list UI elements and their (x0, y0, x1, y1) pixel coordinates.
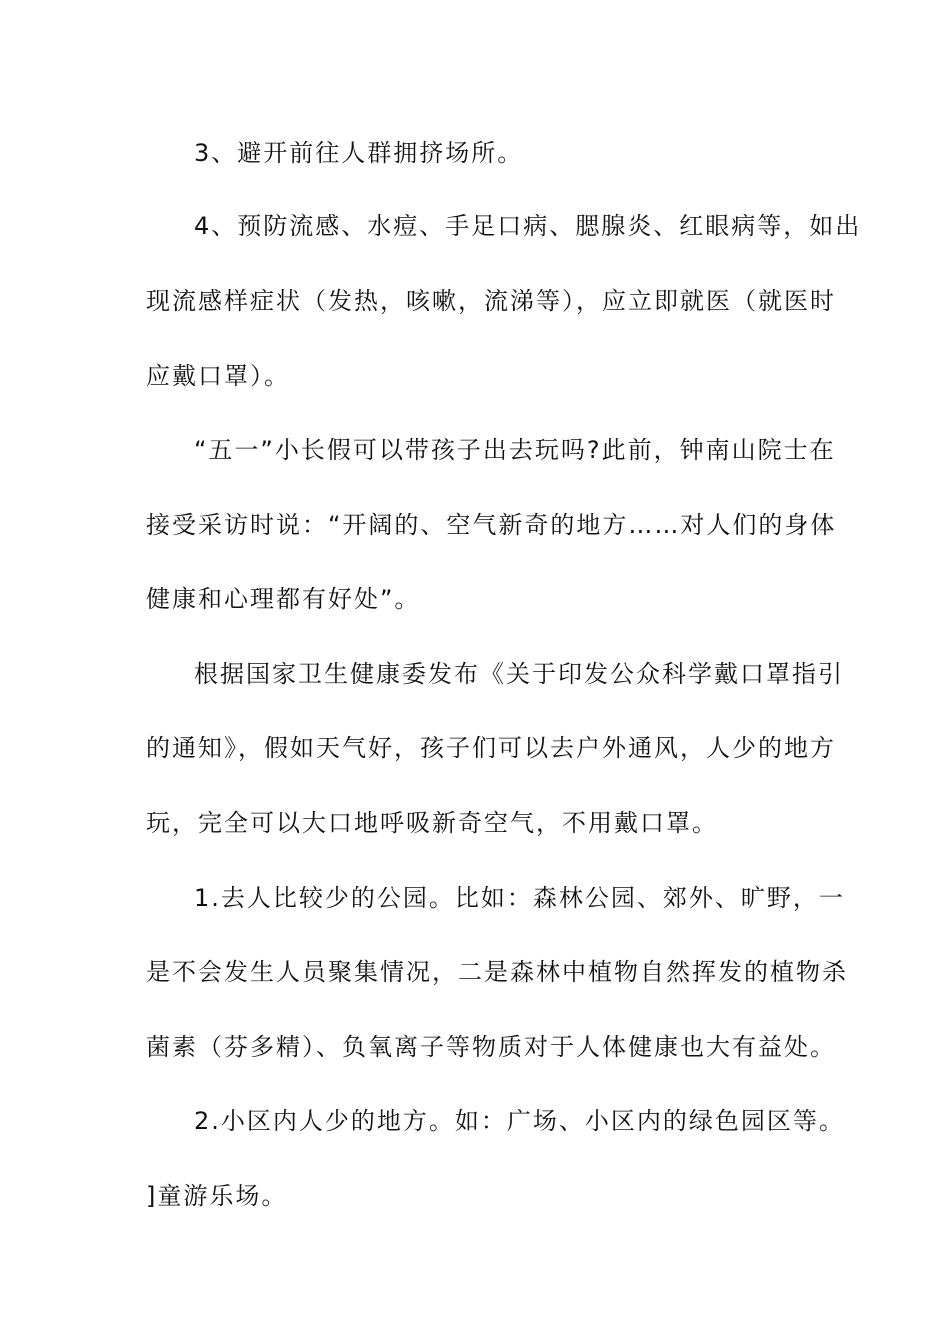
paragraph-line: 玩，完全可以大口地呼吸新奇空气，不用戴口罩。 (146, 809, 718, 837)
paragraph-line: 根据国家卫生健康委发布《关于印发公众科学戴口罩指引 (194, 660, 844, 688)
paragraph-line: ]童游乐场。 (146, 1182, 288, 1210)
paragraph-line: “五一”小长假可以带孩子出去玩吗?此前，钟南山院士在 (194, 436, 836, 464)
paragraph-line: 现流感样症状（发热，咳嗽，流涕等），应立即就医（就医时 (146, 287, 836, 315)
paragraph-line: 1.去人比较少的公园。比如：森林公园、郊外、旷野，一 (194, 884, 845, 912)
paragraph-line: 3、避开前往人群拥挤场所。 (194, 139, 524, 167)
paragraph-line: 菌素（芬多精）、负氧离子等物质对于人体健康也大有益处。 (146, 1033, 836, 1061)
paragraph-line: 健康和心理都有好处”。 (146, 585, 421, 613)
paragraph-line: 4、预防流感、水痘、手足口病、腮腺炎、红眼病等，如出 (194, 212, 862, 240)
paragraph-line: 的通知》，假如天气好，孩子们可以去户外通风，人少的地方 (146, 734, 836, 762)
paragraph-line: 2.小区内人少的地方。如：广场、小区内的绿色园区等。 (194, 1107, 845, 1135)
paragraph-line: 应戴口罩）。 (146, 362, 290, 390)
paragraph-line: 接受采访时说：“开阔的、空气新奇的地方……对人们的身体 (146, 511, 837, 539)
paragraph-line: 是不会发生人员聚集情况，二是森林中植物自然挥发的植物杀 (146, 958, 848, 986)
